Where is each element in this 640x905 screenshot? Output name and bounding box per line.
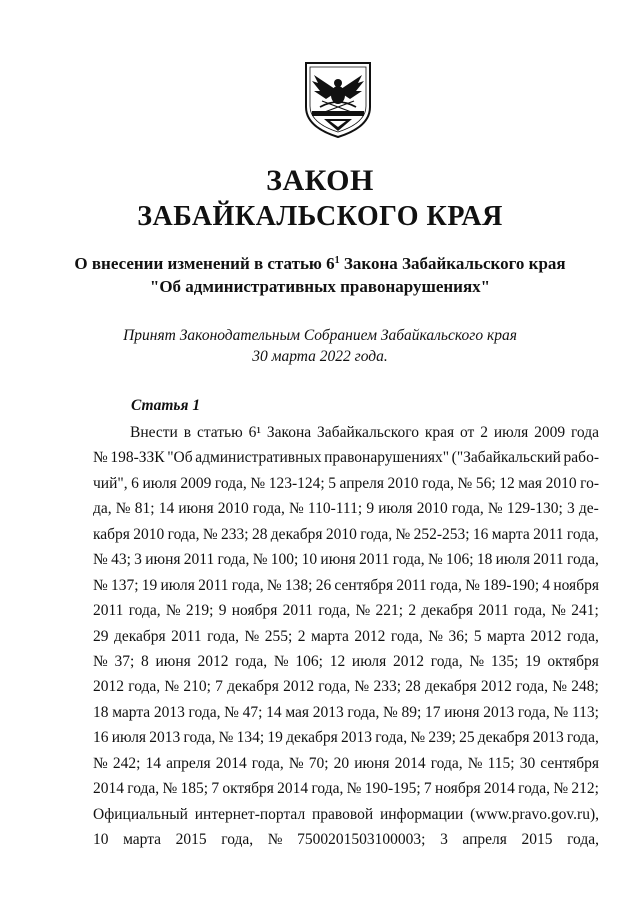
word: 106; — [446, 551, 474, 569]
word: года, — [214, 474, 247, 492]
word: 47; — [242, 703, 263, 721]
word: года, — [516, 678, 549, 696]
word: № — [457, 474, 473, 492]
word: декабря — [270, 525, 323, 543]
word: года, — [567, 551, 599, 569]
word: года, — [566, 729, 599, 747]
word: 190-195; — [364, 780, 421, 798]
word: 16 — [472, 525, 489, 543]
word: 2013 — [153, 703, 185, 721]
word: апреля — [166, 754, 211, 772]
word: 198-ЗЗК — [110, 449, 165, 467]
word: 221; — [375, 602, 404, 620]
word: 115; — [487, 754, 515, 772]
word: марта — [487, 627, 526, 645]
word: № — [224, 703, 239, 721]
word: сентября — [334, 576, 394, 594]
word: года, — [128, 602, 161, 620]
word: 110-111; — [307, 500, 363, 518]
word: декабря — [113, 627, 166, 645]
word: июля — [160, 576, 195, 594]
word: июля — [495, 551, 530, 569]
word: декабря — [477, 729, 530, 747]
word: № — [93, 576, 108, 594]
article-body-line — [93, 827, 599, 852]
word: 28 — [251, 525, 268, 543]
word: года, — [235, 652, 268, 670]
word: июля — [351, 652, 387, 670]
word: 5 — [473, 627, 482, 645]
word: 19 — [525, 652, 541, 670]
word: 212; — [571, 780, 599, 798]
article-body-line — [93, 471, 599, 496]
word: года, — [318, 678, 351, 696]
word: 7 — [211, 780, 220, 798]
word: ("Забайкальский — [451, 449, 561, 467]
word: № — [354, 678, 370, 696]
word: 36; — [448, 627, 469, 645]
word: № — [383, 703, 398, 721]
word: года — [570, 424, 599, 441]
word: 2011 — [359, 551, 390, 569]
word: года, — [566, 627, 599, 645]
article-body-line — [93, 649, 599, 674]
word: июля — [378, 500, 413, 518]
word: года, — [430, 576, 462, 594]
word: Внести — [130, 424, 178, 441]
word: 3 — [134, 551, 142, 569]
word: № — [252, 551, 268, 569]
word: 17 — [425, 703, 441, 721]
word: 134; — [236, 729, 265, 747]
article-body-line — [93, 751, 599, 776]
word: 2010 — [545, 474, 577, 492]
word: № — [164, 678, 180, 696]
word: № — [202, 525, 218, 543]
word: № — [162, 780, 178, 798]
word: года, — [430, 754, 463, 772]
word: июня — [155, 652, 191, 670]
word: 18 — [476, 551, 493, 569]
article-body-line — [93, 420, 599, 445]
word: 2013 — [340, 729, 372, 747]
word: № — [355, 602, 371, 620]
article-body — [93, 420, 599, 852]
word: 56; — [475, 474, 496, 492]
word: декабря — [286, 729, 338, 747]
word: кабря — [93, 525, 130, 543]
word: 239; — [428, 729, 456, 747]
word: административных — [195, 449, 322, 467]
word: № — [551, 602, 566, 620]
word: 2011 — [533, 551, 564, 569]
word: 123-124; — [268, 474, 325, 492]
word: 6 — [131, 474, 139, 492]
word: № — [395, 525, 411, 543]
word: 10 — [301, 551, 318, 569]
article-body-line — [93, 522, 599, 547]
word: апреля — [339, 474, 384, 492]
document-subtitle-line-1: О внесении изменений в статью $6^1$ Закона Забайкальского края — [74, 254, 566, 273]
word: 210; — [183, 678, 211, 696]
document-title: ЗАКОН — [266, 164, 374, 197]
word: июля — [142, 474, 177, 492]
article-body-line — [93, 445, 599, 470]
word: 135; — [490, 652, 519, 670]
word: декабря — [424, 678, 477, 696]
word: года, — [375, 729, 408, 747]
word: 242; — [112, 754, 141, 772]
word: 25 — [459, 729, 475, 747]
word: 113; — [571, 703, 599, 721]
word: года, — [127, 780, 160, 798]
article-body-line — [93, 725, 599, 750]
article-heading: Статья 1 — [131, 397, 201, 414]
word: 241; — [571, 602, 599, 620]
word: интернет-портал — [194, 805, 306, 823]
word: 2015 — [175, 831, 207, 848]
word: № — [288, 500, 304, 518]
word: № — [552, 678, 568, 696]
word: 2012 — [197, 652, 229, 670]
word: "Об — [167, 449, 193, 467]
word: марта — [310, 627, 349, 645]
word: декабря — [421, 602, 474, 620]
word: апреля — [462, 831, 507, 848]
word: ноября — [553, 576, 599, 594]
word: 233; — [373, 678, 401, 696]
word: 106; — [295, 652, 323, 670]
article-body-line — [93, 776, 599, 801]
word: 2013 — [312, 703, 344, 721]
word: № — [467, 754, 483, 772]
word: де- — [578, 500, 599, 518]
word: 16 — [93, 729, 109, 747]
word: июля — [493, 424, 529, 441]
word: чий", — [93, 474, 128, 492]
word: июня — [354, 754, 390, 772]
word: 6¹ — [248, 424, 261, 441]
word: мая — [518, 474, 543, 492]
word: марта — [123, 831, 162, 848]
word: 2 — [408, 602, 417, 620]
word: Закона — [266, 424, 312, 441]
word: года, — [360, 525, 393, 543]
word: ноября — [231, 602, 278, 620]
word: 252-253; — [413, 525, 470, 543]
word: 2 — [480, 424, 488, 441]
word: 3 — [440, 831, 448, 848]
word: года, — [430, 652, 463, 670]
word: года, — [514, 602, 546, 620]
word: № — [553, 780, 569, 798]
word: года, — [188, 703, 221, 721]
word: 2011 — [533, 525, 564, 543]
word: мая — [285, 703, 310, 721]
word: 9 — [218, 602, 227, 620]
article-body-line — [93, 802, 599, 827]
word: 20 — [333, 754, 350, 772]
word: 2014 — [277, 780, 309, 798]
word: 2011 — [478, 602, 509, 620]
word: 233; — [221, 525, 249, 543]
word: года, — [422, 474, 454, 492]
word: 2011 — [396, 576, 427, 594]
word: № — [93, 754, 108, 772]
word: да, — [93, 500, 112, 518]
word: № — [165, 602, 181, 620]
word: 14 — [145, 754, 162, 772]
word: 2012 — [283, 678, 315, 696]
article-body-line — [93, 624, 599, 649]
word: рабо- — [563, 449, 599, 467]
word: ноября — [434, 780, 481, 798]
word: 2010 — [416, 500, 448, 518]
word: 100; — [270, 551, 299, 569]
word: 12 — [499, 474, 515, 492]
word: № — [465, 576, 480, 594]
article-body-line — [93, 547, 599, 572]
word: 2013 — [149, 729, 181, 747]
word: 14 — [266, 703, 282, 721]
word: года, — [451, 500, 484, 518]
word: 5 — [328, 474, 336, 492]
word: № — [428, 627, 444, 645]
word: 89; — [401, 703, 422, 721]
word: года, — [167, 525, 200, 543]
word: 2011 — [171, 627, 202, 645]
word: края — [424, 424, 455, 441]
word: июля — [111, 729, 147, 747]
word: июня — [178, 500, 214, 518]
word: июня — [444, 703, 480, 721]
word: № — [553, 703, 569, 721]
word: 8 — [141, 652, 149, 670]
word: 43; — [111, 551, 131, 569]
adoption-note-line-1: Принят Законодательным Собранием Забайкальского края — [123, 327, 517, 344]
word: 2010 — [387, 474, 419, 492]
word: № — [218, 729, 234, 747]
word: Официальный — [93, 805, 188, 823]
coat-of-arms-emblem — [302, 61, 374, 139]
word: года, — [311, 780, 344, 798]
word: 14 — [158, 500, 175, 518]
word: от — [460, 424, 475, 441]
word: 30 — [519, 754, 536, 772]
article-body-line — [93, 700, 599, 725]
word: № — [469, 652, 485, 670]
word: октября — [222, 780, 274, 798]
word: 2012 — [393, 652, 424, 670]
word: 2011 — [282, 602, 314, 620]
word: 2012 — [480, 678, 512, 696]
word: декабря — [227, 678, 279, 696]
word: 19 — [141, 576, 158, 594]
word: года, — [567, 831, 599, 848]
word: 2009 — [534, 424, 566, 441]
word: 7 — [215, 678, 223, 696]
word: июня — [320, 551, 356, 569]
word: № — [267, 831, 283, 848]
word: сентября — [540, 754, 599, 772]
word: № — [346, 780, 362, 798]
word: № — [487, 500, 503, 518]
word: 138; — [284, 576, 313, 594]
word: года, — [207, 627, 239, 645]
word: № — [410, 729, 426, 747]
word: 4 — [542, 576, 551, 594]
word: года, — [392, 551, 425, 569]
word: 28 — [405, 678, 421, 696]
word: правонарушениях" — [324, 449, 450, 467]
word: 37; — [114, 652, 135, 670]
word: 12 — [329, 652, 346, 670]
word: года, — [517, 703, 550, 721]
word: 2013 — [483, 703, 515, 721]
word: 219; — [185, 602, 214, 620]
word: 29 — [93, 627, 109, 645]
word: 2 — [297, 627, 306, 645]
word: 129-130; — [506, 500, 563, 518]
word: марта — [112, 703, 151, 721]
word: 2010 — [217, 500, 249, 518]
word: 7 — [423, 780, 432, 798]
word: 137; — [111, 576, 139, 594]
article-body-line — [93, 573, 599, 598]
word: 2009 — [180, 474, 212, 492]
word: 19 — [267, 729, 283, 747]
word: июня — [145, 551, 181, 569]
word: № — [273, 652, 289, 670]
word: (www.pravo.gov.ru), — [470, 805, 599, 823]
word: 2011 — [198, 576, 229, 594]
word: года, — [318, 602, 351, 620]
word: № — [93, 652, 108, 670]
word: правовой — [312, 805, 374, 823]
word: информации — [379, 805, 464, 823]
word: 9 — [366, 500, 375, 518]
document-subtitle-line-2: "Об административных правонарушениях" — [149, 277, 491, 296]
word: октября — [547, 652, 599, 670]
word: года, — [518, 780, 551, 798]
word: № — [115, 500, 131, 518]
word: № — [288, 754, 304, 772]
word: года, — [183, 729, 216, 747]
word: 255; — [264, 627, 293, 645]
word: 2010 — [133, 525, 165, 543]
article-body-line — [93, 598, 599, 623]
word: в — [183, 424, 192, 441]
word: 2012 — [530, 627, 562, 645]
word: го- — [580, 474, 599, 492]
word: 2013 — [532, 729, 564, 747]
word: 185; — [180, 780, 209, 798]
word: года, — [221, 831, 254, 848]
word: 2014 — [93, 780, 124, 798]
word: 2014 — [394, 754, 426, 772]
word: года, — [347, 703, 380, 721]
word: года, — [217, 551, 250, 569]
word: 189-190; — [483, 576, 540, 594]
word: 81; — [134, 500, 155, 518]
word: 2010 — [325, 525, 357, 543]
word: № — [93, 551, 108, 569]
word: 3 — [566, 500, 575, 518]
word: 2015 — [521, 831, 553, 848]
word: Забайкальского — [317, 424, 419, 441]
word: марта — [491, 525, 530, 543]
word: 10 — [93, 831, 109, 848]
word: № — [266, 576, 282, 594]
word: 2011 — [183, 551, 215, 569]
word: № — [244, 627, 260, 645]
word: статью — [196, 424, 243, 441]
article-body-line — [93, 674, 599, 699]
word: № — [427, 551, 443, 569]
document-title-region: ЗАБАЙКАЛЬСКОГО КРАЯ — [137, 201, 503, 232]
article-body-line — [93, 496, 599, 521]
word: года, — [231, 576, 264, 594]
word: года, — [251, 754, 284, 772]
word: 2012 — [354, 627, 386, 645]
word: 18 — [93, 703, 109, 721]
word: 2014 — [215, 754, 247, 772]
word: № — [250, 474, 266, 492]
word: года, — [566, 525, 599, 543]
word: 2014 — [483, 780, 515, 798]
word: № — [93, 449, 108, 467]
word: 26 — [315, 576, 332, 594]
word: года, — [128, 678, 161, 696]
word: 248; — [571, 678, 599, 696]
word: 70; — [308, 754, 329, 772]
word: года, — [390, 627, 423, 645]
adoption-date: 30 марта 2022 года. — [252, 348, 388, 365]
word: 2011 — [93, 602, 124, 620]
word: 7500201503100003; — [297, 831, 426, 848]
word: года, — [252, 500, 285, 518]
word: 2012 — [93, 678, 124, 696]
